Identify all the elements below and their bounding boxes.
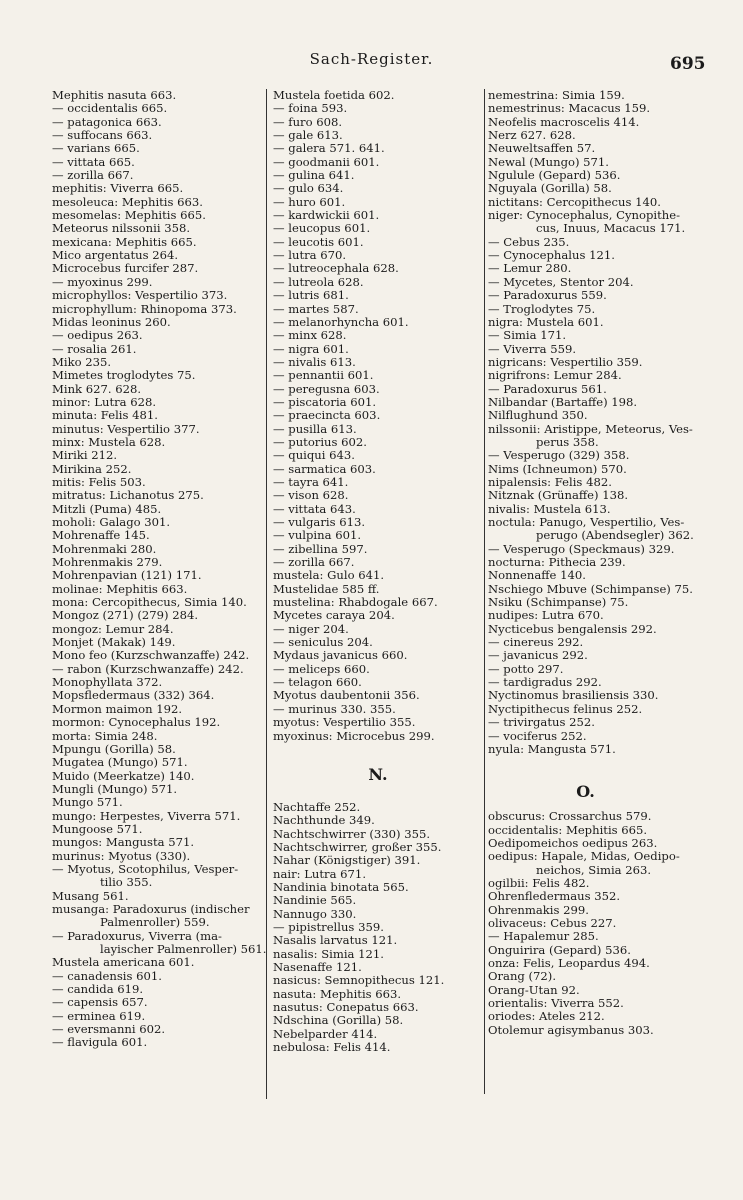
index-entry: Nachtaffe 252. [273, 799, 361, 814]
index-entry: microphyllos: Vespertilio 373. [52, 288, 228, 303]
index-entry: — Mycetes, Stentor 204. [488, 274, 634, 289]
index-entry: Mustelidae 585 ff. [273, 581, 380, 596]
index-entry: myotus: Vespertilio 355. [273, 715, 416, 730]
index-entry: oedipus: Hapale, Midas, Oedipo- [488, 849, 680, 864]
index-entry: — galera 571. 641. [273, 141, 385, 156]
index-entry: nasalis: Simia 121. [273, 946, 384, 961]
index-entry: Nschiego Mbuve (Schimpanse) 75. [488, 581, 693, 596]
index-entry: — lutreola 628. [273, 274, 364, 289]
index-entry: Mydaus javanicus 660. [273, 648, 408, 663]
index-entry: — pennantii 601. [273, 368, 374, 383]
index-entry: — vittata 665. [52, 154, 135, 169]
running-header: Sach-Register. [309, 50, 434, 68]
index-entry: — lutreocephala 628. [273, 261, 399, 276]
index-entry: nivalis: Mustela 613. [488, 501, 611, 516]
index-entry: minor: Lutra 628. [52, 394, 157, 409]
index-entry: — Paradoxurus 559. [488, 288, 607, 303]
index-entry: — rosalia 261. [52, 341, 137, 356]
index-entry-continuation: perugo (Abendsegler) 362. [536, 528, 694, 543]
index-entry: — leucopus 601. [273, 221, 371, 236]
index-entry: nair: Lutra 671. [273, 866, 366, 881]
index-entry: ogilbii: Felis 482. [488, 875, 590, 890]
index-entry: Mohrenaffe 145. [52, 528, 150, 543]
index-entry: Otolemur agisymbanus 303. [488, 1022, 654, 1037]
index-entry: — zorilla 667. [273, 555, 355, 570]
index-entry: — myoxinus 299. [52, 274, 153, 289]
index-entry: musanga: Paradoxurus (indischer [52, 901, 250, 916]
index-entry: Nyctipithecus felinus 252. [488, 701, 643, 716]
index-entry: Mpungu (Gorilla) 58. [52, 741, 176, 756]
index-entry: Muido (Meerkatze) 140. [52, 768, 195, 783]
index-entry: oriodes: Ateles 212. [488, 1009, 605, 1024]
index-entry: — pipistrellus 359. [273, 919, 384, 934]
index-entry: microphyllum: Rhinopoma 373. [52, 301, 237, 316]
section-letter-heading: O. [576, 782, 595, 802]
index-entry: Nachtschwirrer (330) 355. [273, 826, 431, 841]
index-entry: — Paradoxurus, Viverra (ma- [52, 928, 222, 943]
index-entry: morta: Simia 248. [52, 728, 158, 743]
index-entry: mexicana: Mephitis 665. [52, 234, 197, 249]
index-entry: Mimetes troglodytes 75. [52, 368, 196, 383]
index-entry: murinus: Myotus (330). [52, 848, 191, 863]
index-entry: Meteorus nilssonii 358. [52, 221, 191, 236]
index-entry: Nandinie 565. [273, 893, 357, 908]
index-entry: — Troglodytes 75. [488, 301, 596, 316]
index-entry: — goodmanii 601. [273, 154, 380, 169]
index-entry: mona: Cercopithecus, Simia 140. [52, 595, 247, 610]
index-entry: — tardigradus 292. [488, 675, 602, 690]
index-entry: Onguirira (Gepard) 536. [488, 942, 631, 957]
index-entry: — quiqui 643. [273, 448, 355, 463]
index-entry: niger: Cynocephalus, Cynopithe- [488, 208, 681, 223]
index-entry: — suffocans 663. [52, 128, 153, 143]
index-column-2 [273, 89, 483, 1054]
index-entry: — rabon (Kurzschwanzaffe) 242. [52, 661, 244, 676]
index-entry: Nonnenaffe 140. [488, 568, 586, 583]
index-entry: Nycticebus bengalensis 292. [488, 621, 657, 636]
index-entry: — javanicus 292. [488, 648, 588, 663]
index-entry: Mopsfledermaus (332) 364. [52, 688, 215, 703]
index-entry: — murinus 330. 355. [273, 701, 396, 716]
index-entry: — potto 297. [488, 661, 564, 676]
index-entry: — canadensis 601. [52, 968, 162, 983]
index-entry: Mohrenmaki 280. [52, 541, 157, 556]
index-entry: Ngulule (Gepard) 536. [488, 168, 621, 183]
index-entry: Mustela foetida 602. [273, 88, 395, 102]
index-entry: nocturna: Pithecia 239. [488, 555, 626, 570]
index-entry: Nasenaffe 121. [273, 959, 362, 974]
index-entry: — meliceps 660. [273, 661, 370, 676]
index-entry: noctula: Panugo, Vespertilio, Ves- [488, 515, 685, 529]
index-entry: nemestrinus: Macacus 159. [488, 101, 651, 116]
index-entry: Musang 561. [52, 888, 129, 903]
index-entry: nigra: Mustela 601. [488, 314, 604, 329]
index-entry: mungos: Mangusta 571. [52, 835, 195, 850]
index-entry: Orang (72). [488, 969, 557, 984]
index-entry: Microcebus furcifer 287. [52, 261, 199, 276]
index-entry: nyula: Mangusta 571. [488, 741, 616, 756]
index-entry: — kardwickii 601. [273, 208, 380, 223]
index-entry: — vulpina 601. [273, 528, 362, 543]
index-entry-continuation: tilio 355. [100, 875, 153, 890]
index-entry: mormon: Cynocephalus 192. [52, 715, 221, 730]
index-entry: Mono feo (Kurzschwanzaffe) 242. [52, 648, 250, 663]
index-entry: Nims (Ichneumon) 570. [488, 461, 627, 476]
index-entry: — varians 665. [52, 141, 140, 156]
index-entry: Mugatea (Mungo) 571. [52, 755, 188, 770]
index-entry: Mohrenpavian (121) 171. [52, 568, 202, 583]
index-entry: — Myotus, Scotophilus, Vesper- [52, 861, 239, 876]
index-entry: Nahar (Königstiger) 391. [273, 853, 421, 868]
index-entry: Monophyllata 372. [52, 675, 163, 690]
index-entry: Ndschina (Gorilla) 58. [273, 1013, 404, 1028]
index-entry: Nsiku (Schimpanse) 75. [488, 595, 629, 610]
index-entry: — zorilla 667. [52, 168, 134, 183]
index-entry: Nerz 627. 628. [488, 128, 576, 143]
index-entry: — occidentalis 665. [52, 101, 168, 116]
index-entry: — Cynocephalus 121. [488, 248, 615, 263]
index-entry: — vociferus 252. [488, 728, 587, 743]
index-entry: Nyctinomus brasiliensis 330. [488, 688, 659, 703]
index-entry: Mephitis nasuta 663. [52, 88, 177, 102]
index-entry: — leucotis 601. [273, 234, 364, 249]
index-entry: — gulina 641. [273, 168, 355, 183]
index-entry: mungo: Herpestes, Viverra 571. [52, 808, 241, 823]
index-entry: Mink 627. 628. [52, 381, 142, 396]
index-entry: Nachtschwirrer, großer 355. [273, 839, 442, 854]
index-entry: Nilflughund 350. [488, 408, 588, 423]
index-entry: minuta: Felis 481. [52, 408, 158, 423]
index-entry: — Vesperugo (Speckmaus) 329. [488, 541, 675, 556]
index-entry-continuation: Palmenroller) 559. [100, 915, 210, 930]
index-entry: — erminea 619. [52, 1008, 146, 1023]
index-entry: Orang-Utan 92. [488, 982, 580, 997]
index-entry: Neofelis macroscelis 414. [488, 114, 640, 129]
index-entry: — lutra 670. [273, 248, 347, 263]
index-entry: — zibellina 597. [273, 541, 368, 556]
index-entry: Ohrenfledermaus 352. [488, 889, 621, 904]
index-entry: Mico argentatus 264. [52, 248, 179, 263]
index-entry: Newal (Mungo) 571. [488, 154, 609, 169]
index-entry: — Viverra 559. [488, 341, 577, 356]
index-entry: — candida 619. [52, 982, 144, 997]
index-entry: occidentalis: Mephitis 665. [488, 822, 648, 837]
index-entry: mongoz: Lemur 284. [52, 621, 174, 636]
index-entry: — furo 608. [273, 114, 343, 129]
index-entry: — Hapalemur 285. [488, 929, 599, 944]
index-entry: Nilbandar (Bartaffe) 198. [488, 394, 638, 409]
index-entry: — huro 601. [273, 194, 346, 209]
index-entry: Mungli (Mungo) 571. [52, 781, 178, 796]
index-entry: Mormon maimon 192. [52, 701, 183, 716]
index-entry: nasicus: Semnopithecus 121. [273, 973, 445, 988]
index-entry: — Cebus 235. [488, 234, 570, 249]
index-entry: — peregusna 603. [273, 381, 380, 396]
index-entry: Mycetes caraya 204. [273, 608, 395, 623]
index-entry: mustela: Gulo 641. [273, 568, 385, 583]
index-entry: — minx 628. [273, 328, 347, 343]
index-entry: — gale 613. [273, 128, 343, 143]
index-entry: — nivalis 613. [273, 354, 356, 369]
index-entry: — seniculus 204. [273, 635, 373, 650]
index-entry: mitratus: Lichanotus 275. [52, 488, 204, 503]
index-entry: — vulgaris 613. [273, 515, 366, 529]
index-entry: Mungo 571. [52, 795, 123, 810]
index-entry: — foina 593. [273, 101, 348, 116]
column-divider [484, 89, 485, 1094]
index-entry: — niger 204. [273, 621, 349, 636]
index-entry: Neuweltsaffen 57. [488, 141, 596, 156]
index-entry: molinae: Mephitis 663. [52, 581, 188, 596]
index-entry: — nigra 601. [273, 341, 349, 356]
index-entry: Miriki 212. [52, 448, 118, 463]
index-entry: orientalis: Viverra 552. [488, 996, 624, 1010]
index-entry: Miko 235. [52, 354, 112, 369]
index-entry: myoxinus: Microcebus 299. [273, 728, 435, 743]
index-entry: Mustela americana 601. [52, 955, 195, 970]
index-entry: nipalensis: Felis 482. [488, 474, 612, 489]
index-entry: mitis: Felis 503. [52, 474, 146, 489]
index-entry: mesomelas: Mephitis 665. [52, 208, 206, 223]
index-entry: nigrifrons: Lemur 284. [488, 368, 622, 383]
index-entry: Midas leoninus 260. [52, 314, 171, 329]
index-entry: — putorius 602. [273, 434, 367, 449]
index-entry: minx: Mustela 628. [52, 434, 166, 449]
index-entry-continuation: layischer Palmenroller) 561. [100, 942, 267, 956]
index-entry: — flavigula 601. [52, 1035, 148, 1050]
index-entry: nigricans: Vespertilio 359. [488, 354, 643, 369]
index-entry: — sarmatica 603. [273, 461, 376, 476]
index-entry: Mirikina 252. [52, 461, 132, 476]
index-entry: Mungoose 571. [52, 821, 143, 836]
index-entry: — pusilla 613. [273, 421, 357, 436]
index-entry: Mitzli (Puma) 485. [52, 501, 162, 516]
index-entry: — vittata 643. [273, 501, 356, 516]
index-entry: mustelina: Rhabdogale 667. [273, 595, 438, 610]
index-entry: — trivirgatus 252. [488, 715, 595, 730]
index-entry: Ohrenmakis 299. [488, 902, 589, 917]
index-entry-continuation: cus, Inuus, Macacus 171. [536, 221, 686, 236]
index-entry: Myotus daubentonii 356. [273, 688, 420, 703]
index-entry: Nasalis larvatus 121. [273, 933, 398, 948]
index-entry: nictitans: Cercopithecus 140. [488, 194, 661, 209]
index-column-3 [488, 88, 694, 1037]
index-entry: nasutus: Conepatus 663. [273, 1000, 419, 1014]
index-entry: Mohrenmakis 279. [52, 555, 163, 570]
index-entry: nebulosa: Felis 414. [273, 1040, 391, 1055]
index-entry: — telagon 660. [273, 675, 362, 690]
index-entry: nemestrina: Simia 159. [488, 88, 625, 102]
index-entry-continuation: neichos, Simia 263. [536, 862, 652, 877]
index-entry: Monjet (Makak) 149. [52, 635, 176, 650]
index-entry: — eversmanni 602. [52, 1022, 166, 1037]
index-entry: olivaceus: Cebus 227. [488, 915, 617, 930]
index-entry: — vison 628. [273, 488, 349, 503]
index-entry: — capensis 657. [52, 995, 148, 1010]
page-number: 695 [670, 54, 706, 74]
index-entry: — piscatoria 601. [273, 394, 377, 409]
index-entry: mesoleuca: Mephitis 663. [52, 194, 203, 209]
index-entry: — cinereus 292. [488, 635, 584, 650]
index-entry: — lutris 681. [273, 288, 349, 303]
index-entry: nudipes: Lutra 670. [488, 608, 604, 623]
index-entry: obscurus: Crossarchus 579. [488, 809, 652, 824]
index-entry: Nannugo 330. [273, 906, 357, 921]
index-entry: — Lemur 280. [488, 261, 572, 276]
index-entry: Oedipomeichos oedipus 263. [488, 835, 658, 850]
index-entry: — Simia 171. [488, 328, 567, 343]
index-entry: nilssonii: Aristippe, Meteorus, Ves- [488, 421, 693, 436]
index-entry: — oedipus 263. [52, 328, 143, 343]
index-entry: — gulo 634. [273, 181, 344, 196]
index-entry: Nebelparder 414. [273, 1026, 378, 1041]
index-entry: onza: Felis, Leopardus 494. [488, 955, 650, 970]
index-entry: mephitis: Viverra 665. [52, 181, 184, 196]
index-entry: Nitznak (Grünaffe) 138. [488, 488, 629, 503]
index-entry: Nandinia binotata 565. [273, 879, 409, 894]
index-entry: Mongoz (271) (279) 284. [52, 608, 199, 623]
index-entry: nasuta: Mephitis 663. [273, 986, 402, 1001]
index-entry: — tayra 641. [273, 474, 349, 489]
index-entry: moholi: Galago 301. [52, 515, 171, 529]
index-entry: — Vesperugo (329) 358. [488, 448, 630, 463]
index-entry: — patagonica 663. [52, 114, 162, 129]
index-entry: — melanorhyncha 601. [273, 314, 409, 329]
index-entry: — Paradoxurus 561. [488, 381, 607, 396]
section-letter-heading: N. [368, 764, 388, 784]
index-column-1 [52, 88, 267, 1050]
index-entry: — martes 587. [273, 301, 359, 316]
index-entry: Nachthunde 349. [273, 813, 375, 828]
index-entry: — praecincta 603. [273, 408, 381, 423]
index-entry: minutus: Vespertilio 377. [52, 421, 200, 436]
index-entry: Nguyala (Gorilla) 58. [488, 181, 612, 196]
index-entry-continuation: perus 358. [536, 434, 599, 449]
